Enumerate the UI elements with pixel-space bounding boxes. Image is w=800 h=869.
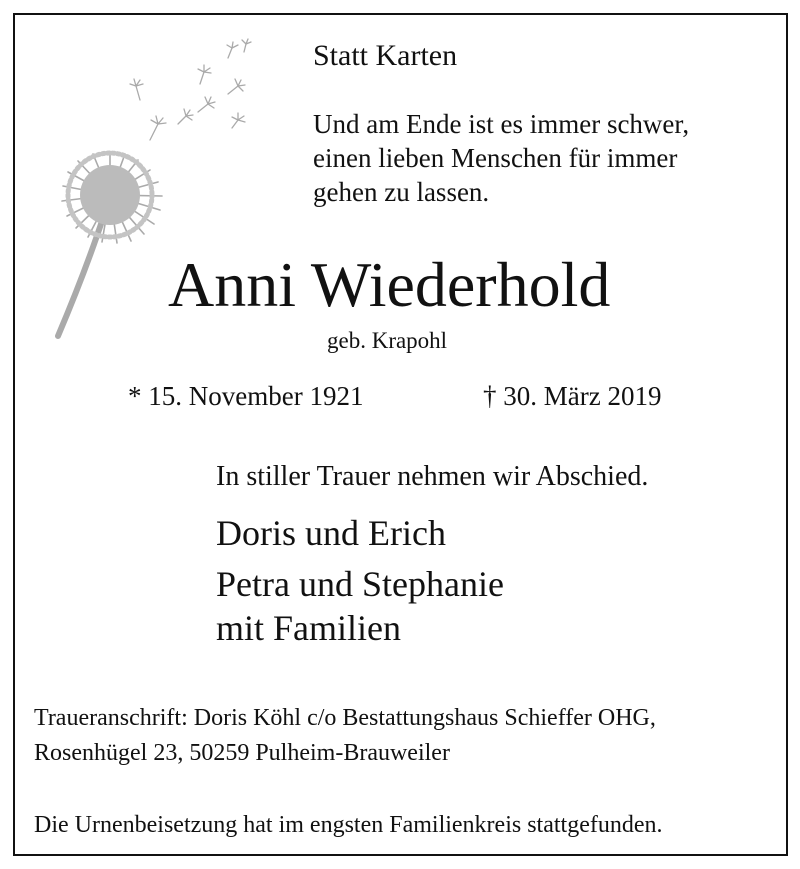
deceased-name: Anni Wiederhold xyxy=(168,249,611,320)
quote-line-2: einen lieben Menschen für immer xyxy=(313,143,678,173)
family-line-1: Doris und Erich xyxy=(216,513,446,553)
birth-date: * 15. November 1921 xyxy=(128,381,364,411)
family-line-2: Petra und Stephanie xyxy=(216,564,504,604)
maiden-name: geb. Krapohl xyxy=(327,328,448,353)
quote-line-1: Und am Ende ist es immer schwer, xyxy=(313,109,690,139)
statt-karten-title: Statt Karten xyxy=(313,39,458,72)
quote-line-3: gehen zu lassen. xyxy=(313,177,490,207)
footer-note: Die Urnenbeisetzung hat im engsten Familienkreis stattgefunden. xyxy=(34,812,663,838)
family-line-3: mit Familien xyxy=(216,608,401,648)
address-line-1: Traueranschrift: Doris Köhl c/o Bestattungshaus Schieffer OHG, xyxy=(34,705,656,731)
mourning-statement: In stiller Trauer nehmen wir Abschied. xyxy=(216,461,649,492)
address-line-2: Rosenhügel 23, 50259 Pulheim-Brauweiler xyxy=(34,740,450,766)
death-date: † 30. März 2019 xyxy=(483,381,662,411)
